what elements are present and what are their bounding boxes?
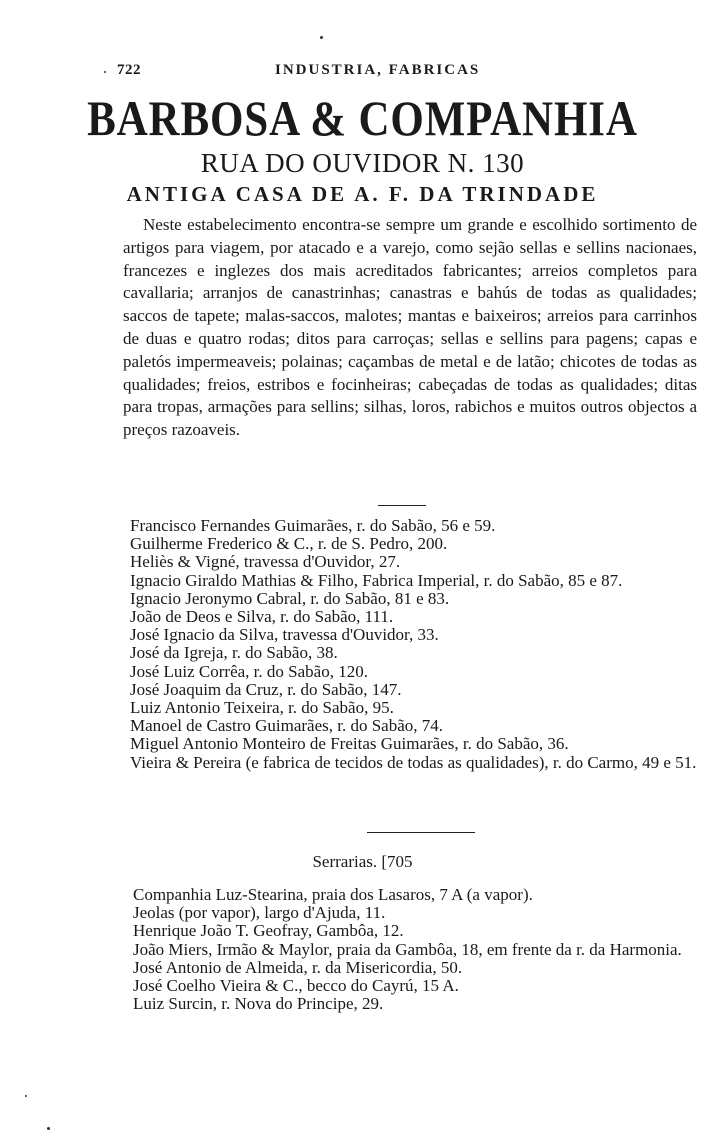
- serrarias-heading: Serrarias. [705: [312, 852, 413, 871]
- list-item: Luiz Surcin, r. Nova do Principe, 29.: [133, 994, 384, 1014]
- list-item: Jeolas (por vapor), largo d'Ajuda, 11.: [133, 903, 386, 923]
- list-item: José Luiz Corrêa, r. do Sabão, 120.: [130, 661, 368, 681]
- page-number: 722: [117, 62, 141, 78]
- list-item: João Miers, Irmão & Maylor, praia da Gambôa, 18, em frente da r. da Harmonia.: [133, 939, 682, 959]
- list-item: José Antonio de Almeida, r. da Misericordia, 50.: [133, 957, 463, 977]
- list-item: Heliès & Vigné, travessa d'Ouvidor, 27.: [130, 552, 401, 572]
- list-item: José Coelho Vieira & C., becco do Cayrú, 15 A.: [133, 976, 459, 996]
- list-item: Ignacio Giraldo Mathias & Filho, Fabrica Imperial, r. do Sabão, 85 e 87.: [130, 570, 623, 590]
- list-item: Vieira & Pereira (e fabrica de tecidos de todas as qualidades), r. do Carmo, 49 e 51.: [130, 752, 697, 772]
- list-item: José Joaquim da Cruz, r. do Sabão, 147.: [130, 679, 402, 699]
- list-item: José da Igreja, r. do Sabão, 38.: [130, 643, 338, 663]
- serrarias-list: [133, 886, 705, 1013]
- print-speck: [47, 1127, 50, 1130]
- list-item: Ignacio Jeronymo Cabral, r. do Sabão, 81 e 83.: [130, 588, 450, 608]
- manufacturers-list: [130, 517, 702, 772]
- list-item: Companhia Luz-Stearina, praia dos Lasaros, 7 A (a vapor).: [133, 885, 533, 904]
- firm-name: BARBOSA & COMPANHIA: [87, 90, 638, 146]
- list-item: Luiz Antonio Teixeira, r. do Sabão, 95.: [130, 698, 394, 718]
- print-speck: [320, 36, 323, 39]
- list-item: Miguel Antonio Monteiro de Freitas Guimarães, r. do Sabão, 36.: [130, 734, 569, 754]
- firm-tagline: ANTIGA CASA DE A. F. DA TRINDADE: [126, 182, 599, 206]
- section-header: INDUSTRIA, FABRICAS: [275, 62, 481, 78]
- advertisement-body: Neste estabelecimento encontra-se sempre um grande e escolhido sortimento de artigos para viagem, por atacado e a varejo, como sejão sellas e sellins nacionaes, francezes e inglezes dos mais acreditados fabricantes; arreios completos para cavallaria; arranjos de canastrinhas; canastras e bahús de todas as qualidades; saccos de tapete; malas-saccos, malotes; mantas e baixeiros; arreios para carrinhos de duas e quatro rodas; ditos para carroças; sellas e sellins para pagens; capas e paletós impermeaveis; polainas; caçambas de metal e de latão; chicotes de todas as qualidades; freios, estribos e focinheiras; cabeçadas de todas as qualidades; ditas para tropas, armações para sellins; silhas, loros, rabichos e muitos outros objectos a preços razoaveis.: [123, 215, 697, 440]
- separator-rule: [378, 505, 426, 506]
- print-speck: [25, 1095, 27, 1097]
- separator-rule: [367, 832, 475, 833]
- firm-address: RUA DO OUVIDOR N. 130: [200, 148, 525, 178]
- list-item: Guilherme Frederico & C., r. de S. Pedro, 200.: [130, 534, 448, 554]
- list-item: Henrique João T. Geofray, Gambôa, 12.: [133, 921, 404, 941]
- print-speck: [104, 71, 106, 73]
- list-item: Manoel de Castro Guimarães, r. do Sabão, 74.: [130, 716, 444, 736]
- list-item: João de Deos e Silva, r. do Sabão, 111.: [130, 607, 394, 627]
- list-item: José Ignacio da Silva, travessa d'Ouvidor, 33.: [130, 625, 439, 645]
- running-head: [0, 60, 725, 84]
- list-item: Francisco Fernandes Guimarães, r. do Sabão, 56 e 59.: [130, 516, 496, 535]
